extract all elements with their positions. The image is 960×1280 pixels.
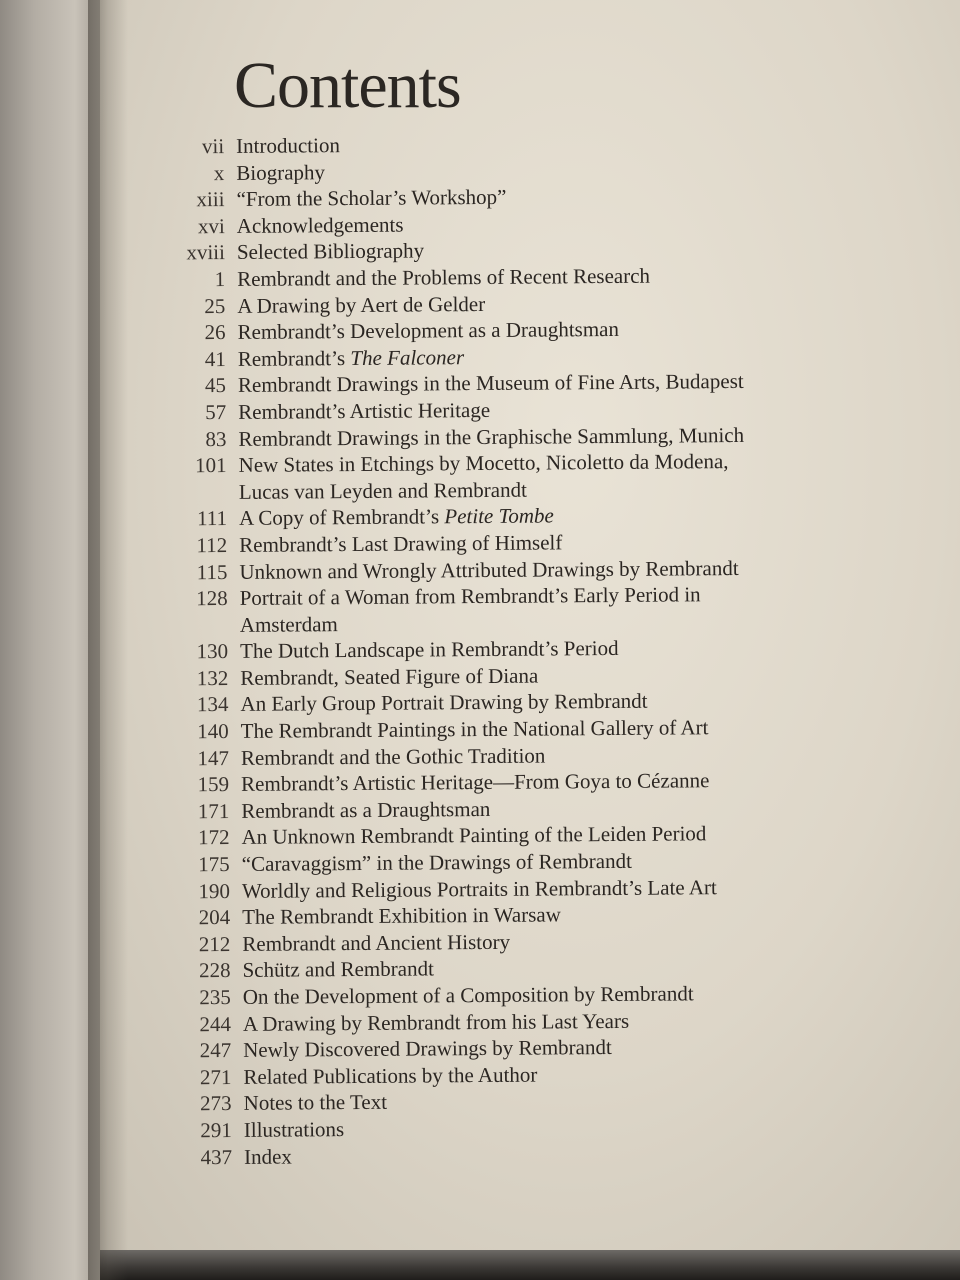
entry-title-text: An Early Group Portrait Drawing by Rembrandt bbox=[240, 689, 648, 717]
entry-title bbox=[238, 421, 758, 452]
entry-page-number: 159 bbox=[197, 772, 230, 797]
entry-title bbox=[242, 873, 762, 904]
entry-title-text: On the Development of a Composition by Rembrandt bbox=[242, 981, 694, 1009]
entry-page-number: 1 bbox=[214, 266, 226, 292]
entry-title bbox=[238, 395, 758, 426]
entry-title-text: Related Publications by the Author bbox=[243, 1062, 538, 1089]
entry-page-number: 26 bbox=[204, 320, 226, 345]
entry-title-text: New States in Etchings by Mocetto, Nicoletto da Modena, Lucas van Leyden and Rembrandt bbox=[238, 449, 729, 504]
entry-title-text: An Unknown Rembrandt Painting of the Leiden Period bbox=[241, 821, 707, 850]
entry-title-text: Unknown and Wrongly Attributed Drawings by Rembrandt bbox=[239, 555, 739, 584]
entry-title bbox=[241, 794, 761, 825]
entry-title-text: “From the Scholar’s Workshop” bbox=[236, 184, 507, 212]
entry-title-italic: The Falconer bbox=[350, 344, 465, 370]
entry-title-text: Introduction bbox=[236, 133, 341, 158]
left-page-edge bbox=[0, 0, 100, 1280]
entry-title-text: The Rembrandt Exhibition in Warsaw bbox=[242, 902, 561, 930]
entry-title bbox=[242, 927, 762, 958]
entry-page-number: 291 bbox=[200, 1117, 232, 1143]
entry-page-number: 128 bbox=[196, 586, 228, 611]
entry-title bbox=[240, 661, 760, 692]
entry-title bbox=[242, 953, 762, 984]
entry-page-number: 147 bbox=[197, 745, 229, 770]
entry-page-number: 247 bbox=[199, 1038, 232, 1063]
entry-title-text: “Caravaggism” in the Drawings of Rembrandt bbox=[241, 848, 632, 876]
entry-page-number: 111 bbox=[196, 506, 228, 531]
entry-title-text: A Drawing by Rembrandt from his Last Years bbox=[242, 1008, 630, 1036]
entry-title bbox=[239, 554, 759, 585]
entry-title-text: Rembrandt’s Artistic Heritage—From Goya to Cézanne bbox=[241, 768, 710, 797]
entry-title-text: Schütz and Rembrandt bbox=[242, 956, 434, 983]
entry-page-number: 244 bbox=[199, 1011, 232, 1036]
entry-page-number: 132 bbox=[196, 665, 229, 691]
entry-title-text: The Dutch Landscape in Rembrandt’s Period bbox=[239, 636, 619, 664]
entry-title bbox=[238, 368, 758, 399]
entry-page-number: 273 bbox=[200, 1091, 232, 1116]
entry-title-text: A Copy of Rembrandt’s bbox=[238, 504, 445, 531]
entry-title bbox=[241, 740, 761, 771]
entry-title bbox=[241, 820, 761, 851]
entry-page-number: 101 bbox=[195, 453, 227, 478]
entry-page-number: 175 bbox=[198, 852, 230, 877]
entry-title bbox=[240, 581, 760, 638]
entry-title bbox=[239, 528, 759, 559]
entry-title bbox=[236, 155, 756, 186]
entry-title bbox=[237, 209, 757, 240]
entry-title-text: Notes to the Text bbox=[243, 1090, 388, 1116]
entry-title bbox=[240, 687, 760, 718]
entry-title-text: Newly Discovered Drawings by Rembrandt bbox=[243, 1035, 612, 1063]
entry-title-text: Illustrations bbox=[243, 1117, 345, 1142]
entry-title bbox=[243, 980, 763, 1011]
entry-title bbox=[236, 182, 756, 213]
entry-page-number: xvi bbox=[197, 213, 225, 239]
entry-title bbox=[239, 448, 759, 505]
book-gutter bbox=[88, 0, 128, 1280]
entry-page-number: 271 bbox=[199, 1064, 232, 1090]
entry-title bbox=[237, 235, 757, 266]
entry-title-text: Rembrandt Drawings in the Graphische Sammlung, Munich bbox=[238, 422, 745, 451]
entry-page-number: 212 bbox=[198, 931, 231, 957]
entry-title bbox=[244, 1139, 764, 1170]
entry-title-text: Biography bbox=[236, 159, 326, 185]
entry-title bbox=[243, 1006, 763, 1037]
entry-page-number: 134 bbox=[196, 692, 229, 717]
entry-title-text: Portrait of a Woman from Rembrandt’s Early Period in Amsterdam bbox=[239, 582, 701, 637]
entry-page-number: xiii bbox=[196, 187, 225, 212]
entry-page-number: 130 bbox=[196, 639, 229, 664]
entry-page-number: x bbox=[213, 160, 225, 185]
entry-title bbox=[239, 501, 759, 532]
entry-title-text: Worldly and Religious Portraits in Rembrandt’s Late Art bbox=[241, 874, 717, 903]
entry-title bbox=[242, 900, 762, 931]
entry-title bbox=[244, 1086, 764, 1117]
entry-page-number: 45 bbox=[204, 373, 227, 398]
contents-list bbox=[100, 128, 868, 1171]
entry-title bbox=[237, 288, 757, 319]
page-title: Contents bbox=[234, 49, 461, 122]
entry-title bbox=[243, 1060, 763, 1091]
entry-page-number: xviii bbox=[186, 240, 226, 265]
book-page bbox=[100, 0, 960, 1252]
entry-page-number: 115 bbox=[196, 559, 228, 584]
contents-entry bbox=[103, 447, 863, 506]
entry-title-text: Rembrandt’s bbox=[237, 345, 351, 371]
contents-entry bbox=[108, 1139, 868, 1172]
entry-title bbox=[240, 634, 760, 665]
entry-page-number: 57 bbox=[205, 399, 227, 425]
entry-page-number: 140 bbox=[197, 719, 229, 744]
entry-page-number: 235 bbox=[199, 984, 231, 1010]
entry-title-text: Rembrandt and the Gothic Tradition bbox=[240, 743, 546, 770]
entry-page-number: 83 bbox=[205, 426, 227, 451]
entry-page-number: 25 bbox=[204, 293, 226, 318]
entry-title-text: Selected Bibliography bbox=[236, 238, 425, 265]
entry-page-number: 190 bbox=[198, 878, 231, 903]
entry-title-text: Rembrandt’s Last Drawing of Himself bbox=[239, 530, 563, 557]
entry-title bbox=[238, 342, 758, 373]
entry-page-number: 172 bbox=[197, 825, 230, 850]
entry-title bbox=[241, 714, 761, 745]
contents-entry bbox=[104, 580, 864, 639]
entry-title-text: Rembrandt, Seated Figure of Diana bbox=[240, 663, 539, 690]
entry-title-text: Rembrandt’s Development as a Draughtsman bbox=[237, 317, 620, 345]
entry-page-number: 204 bbox=[198, 905, 231, 930]
entry-title-text: Rembrandt and the Problems of Recent Research bbox=[237, 263, 651, 291]
entry-title bbox=[236, 129, 756, 160]
page-bottom-edge bbox=[100, 1250, 960, 1280]
entry-title bbox=[243, 1033, 763, 1064]
entry-title bbox=[237, 262, 757, 293]
entry-title-text: Rembrandt’s Artistic Heritage bbox=[238, 397, 491, 424]
entry-title-text: Rembrandt and Ancient History bbox=[242, 929, 511, 956]
entry-title-text: Index bbox=[243, 1144, 292, 1169]
entry-title bbox=[244, 1113, 764, 1144]
entry-page-number: 41 bbox=[204, 346, 226, 371]
entry-page-number: 228 bbox=[198, 958, 231, 983]
entry-title-text: The Rembrandt Paintings in the National Gallery of Art bbox=[240, 715, 709, 743]
entry-page-number: 171 bbox=[197, 798, 230, 824]
entry-title bbox=[241, 767, 761, 798]
entry-title-text: A Drawing by Aert de Gelder bbox=[237, 291, 486, 318]
entry-title bbox=[242, 847, 762, 878]
entry-title-text: Rembrandt as a Draughtsman bbox=[241, 796, 491, 823]
entry-page-number: vii bbox=[201, 134, 225, 159]
entry-title-italic: Petite Tombe bbox=[444, 503, 554, 529]
entry-title bbox=[237, 315, 757, 346]
entry-title-text: Rembrandt Drawings in the Museum of Fine Arts, Budapest bbox=[237, 369, 744, 398]
entry-title-text: Acknowledgements bbox=[236, 212, 404, 238]
entry-page-number: 112 bbox=[196, 532, 228, 558]
entry-page-number: 437 bbox=[200, 1144, 233, 1169]
